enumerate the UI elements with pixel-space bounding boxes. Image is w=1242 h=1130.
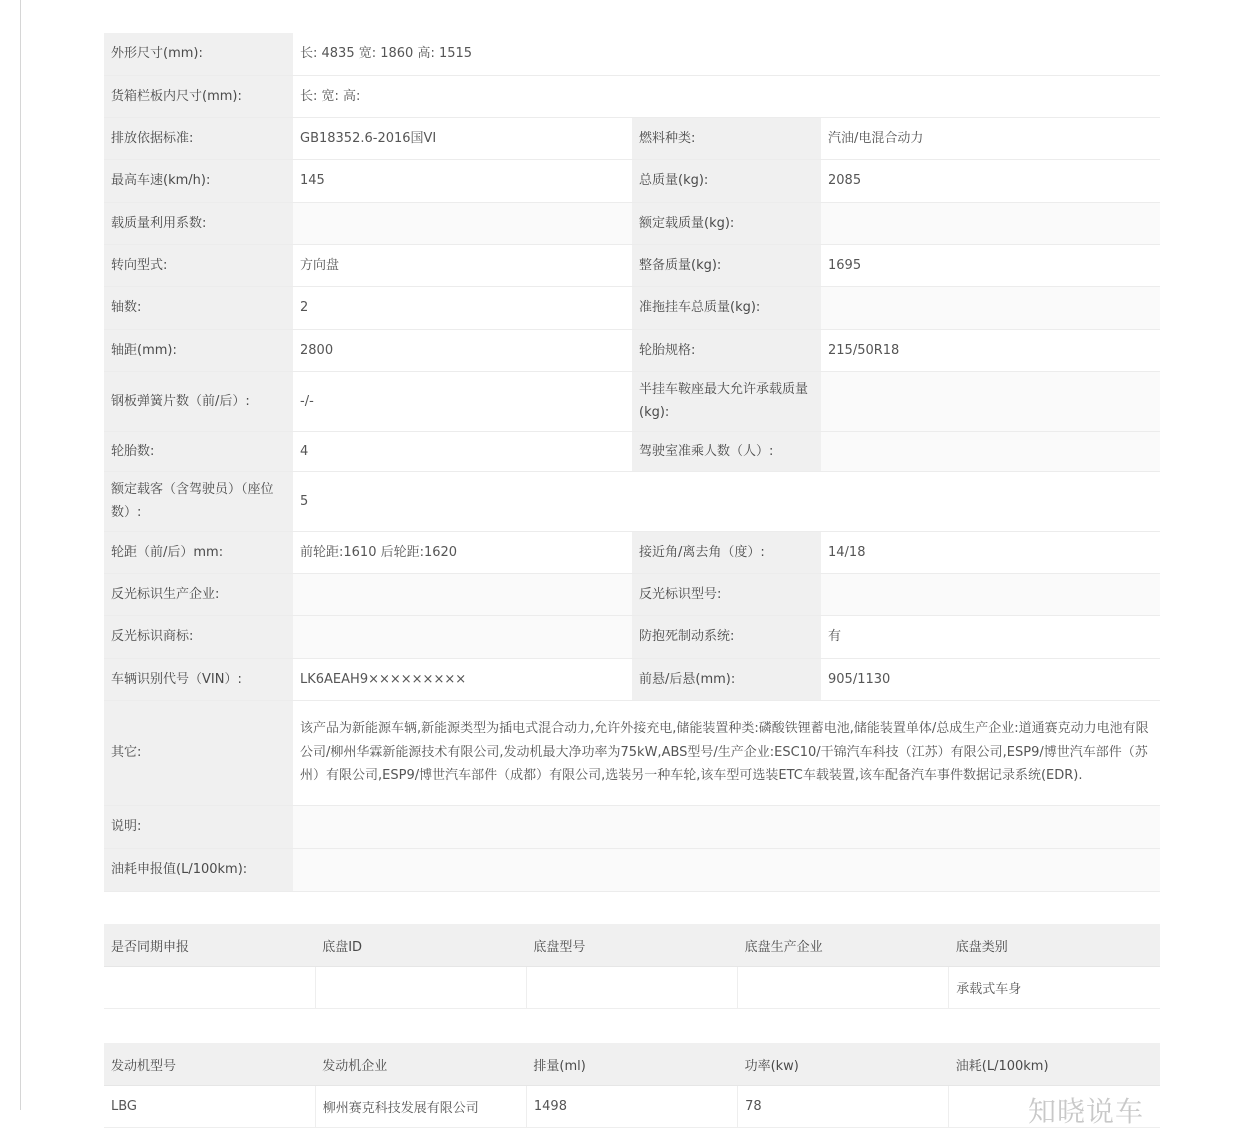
spec-value: 2800 (293, 329, 632, 371)
watermark (1028, 1090, 1144, 1130)
spec-row (104, 202, 1160, 244)
spec-label: 转向型式: (104, 244, 293, 286)
spec-value (821, 431, 1160, 471)
spec-row (104, 244, 1160, 286)
spec-value: 1695 (821, 244, 1160, 286)
spec-row (104, 848, 1160, 891)
spec-label: 车辆识别代号（VIN）: (104, 658, 293, 700)
spec-value: 长: 宽: 高: (293, 75, 1160, 117)
spec-label: 轮胎规格: (632, 329, 821, 371)
spec-value: 215/50R18 (821, 329, 1160, 371)
column-header: 底盘型号 (526, 924, 737, 967)
table-cell: 承载式车身 (949, 967, 1160, 1009)
spec-label: 半挂车鞍座最大允许承载质量(kg): (632, 371, 821, 431)
spec-value: -/- (293, 371, 632, 431)
spec-label: 轮距（前/后）mm: (104, 531, 293, 573)
spec-label: 轴数: (104, 286, 293, 329)
spec-value: 2 (293, 286, 632, 329)
column-header: 油耗(L/100km) (949, 1043, 1160, 1086)
vin-value: LK6AEAH9××××××××× (293, 658, 632, 700)
column-header: 底盘ID (315, 924, 526, 967)
table-cell: 1498 (526, 1086, 737, 1128)
spec-label: 反光标识商标: (104, 615, 293, 658)
spec-row (104, 615, 1160, 658)
page-left-border (20, 0, 21, 1110)
spec-row (104, 531, 1160, 573)
spec-value: 有 (821, 615, 1160, 658)
spec-value: 5 (293, 471, 1160, 531)
other-remarks-text: 该产品为新能源车辆,新能源类型为插电式混合动力,允许外接充电,储能装置种类:磷酸铁锂蓄电池,储能装置单体/总成生产企业:道通赛克动力电池有限公司/柳州华霖新能源技术有限公司,发动机最大净功率为75kW,ABS型号/生产企业:ESC10/干锦汽车科技（江苏）有限公司,ESP9/博世汽车部件（苏州）有限公司,ESP9/博世汽车部件（成都）有限公司,选装另一种车轮,该车型可选装ETC车载装置,该车配备汽车事件数据记录系统(EDR). (293, 700, 1160, 805)
spec-label: 前悬/后悬(mm): (632, 658, 821, 700)
spec-label: 额定载客（含驾驶员）（座位数）: (104, 471, 293, 531)
spec-value (293, 615, 632, 658)
spec-row (104, 471, 1160, 531)
spec-label: 钢板弹簧片数（前/后）: (104, 371, 293, 431)
spec-value: 905/1130 (821, 658, 1160, 700)
table-cell: 78 (738, 1086, 949, 1128)
spec-label: 接近角/离去角（度）: (632, 531, 821, 573)
spec-label: 防抱死制动系统: (632, 615, 821, 658)
spec-label: 载质量利用系数: (104, 202, 293, 244)
column-header: 底盘生产企业 (738, 924, 949, 967)
spec-value: 145 (293, 159, 632, 202)
spec-value: 4 (293, 431, 632, 471)
vehicle-spec-table (104, 33, 1160, 892)
column-header: 发动机型号 (104, 1043, 315, 1086)
spec-label: 外形尺寸(mm): (104, 33, 293, 75)
table-row (104, 1086, 1160, 1128)
spec-label: 其它: (104, 700, 293, 805)
spec-label: 反光标识生产企业: (104, 573, 293, 615)
spec-row (104, 371, 1160, 431)
spec-label: 反光标识型号: (632, 573, 821, 615)
column-header: 底盘类别 (949, 924, 1160, 967)
spec-label: 轴距(mm): (104, 329, 293, 371)
table-cell (738, 967, 949, 1009)
spec-row (104, 33, 1160, 75)
spec-value: 长: 4835 宽: 1860 高: 1515 (293, 33, 1160, 75)
spec-label: 油耗申报值(L/100km): (104, 848, 293, 891)
column-header: 是否同期申报 (104, 924, 315, 967)
spec-label: 驾驶室准乘人数（人）: (632, 431, 821, 471)
chassis-header-row (104, 924, 1160, 967)
column-header: 功率(kw) (738, 1043, 949, 1086)
spec-row (104, 658, 1160, 700)
chassis-table (104, 924, 1160, 1009)
spec-row (104, 75, 1160, 117)
spec-row (104, 117, 1160, 159)
spec-label: 排放依据标准: (104, 117, 293, 159)
spec-value (821, 371, 1160, 431)
spec-row (104, 329, 1160, 371)
spec-value: 前轮距:1610 后轮距:1620 (293, 531, 632, 573)
spec-label: 总质量(kg): (632, 159, 821, 202)
spec-label: 轮胎数: (104, 431, 293, 471)
spec-label: 额定载质量(kg): (632, 202, 821, 244)
spec-row (104, 700, 1160, 805)
spec-row (104, 159, 1160, 202)
table-row (104, 967, 1160, 1009)
table-cell (315, 967, 526, 1009)
spec-value (293, 202, 632, 244)
spec-value (293, 805, 1160, 848)
spec-value: 14/18 (821, 531, 1160, 573)
table-cell (104, 967, 315, 1009)
spec-label: 准拖挂车总质量(kg): (632, 286, 821, 329)
spec-value: 2085 (821, 159, 1160, 202)
table-cell: LBG (104, 1086, 315, 1128)
spec-row (104, 286, 1160, 329)
spec-label: 整备质量(kg): (632, 244, 821, 286)
spec-row (104, 573, 1160, 615)
table-cell (526, 967, 737, 1009)
engine-table (104, 1043, 1160, 1128)
spec-value: 方向盘 (293, 244, 632, 286)
spec-value (293, 848, 1160, 891)
spec-value (821, 286, 1160, 329)
spec-label: 货箱栏板内尺寸(mm): (104, 75, 293, 117)
spec-value (821, 573, 1160, 615)
column-header: 发动机企业 (315, 1043, 526, 1086)
spec-value: GB18352.6-2016国VI (293, 117, 632, 159)
column-header: 排量(ml) (526, 1043, 737, 1086)
engine-header-row (104, 1043, 1160, 1086)
spec-value (821, 202, 1160, 244)
spec-value (293, 573, 632, 615)
spec-value: 汽油/电混合动力 (821, 117, 1160, 159)
spec-row (104, 805, 1160, 848)
table-cell: 柳州赛克科技发展有限公司 (315, 1086, 526, 1128)
spec-label: 燃料种类: (632, 117, 821, 159)
watermark-text: 知晓说车 (1028, 1095, 1145, 1128)
spec-label: 说明: (104, 805, 293, 848)
spec-row (104, 431, 1160, 471)
spec-label: 最高车速(km/h): (104, 159, 293, 202)
